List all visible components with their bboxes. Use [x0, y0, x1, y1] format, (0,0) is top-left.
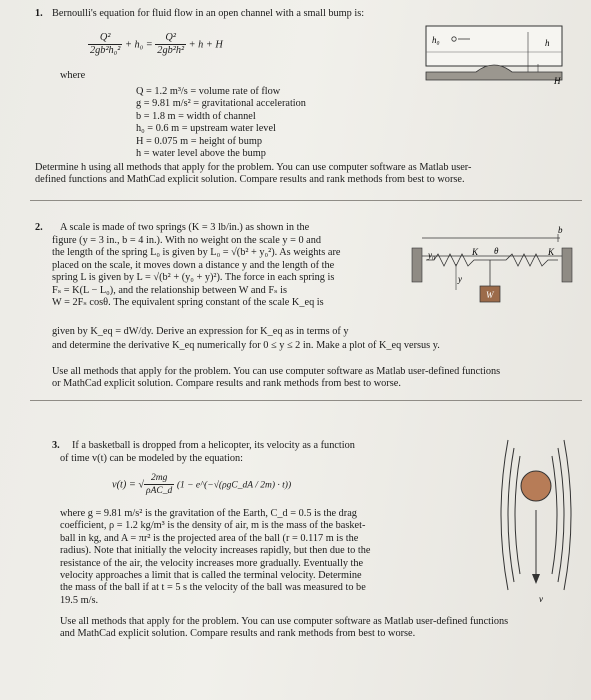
problem-1-number: 1.	[35, 8, 43, 19]
eq-lhs-numerator: Q²	[88, 32, 122, 45]
divider	[30, 400, 582, 401]
definition-item: h₀ = 0.6 m = upstream water level	[136, 123, 276, 135]
problem-3-task	[60, 616, 580, 641]
body-line: W = 2Fₛ cosθ. The equivalent spring constant of the scale K_eq is	[52, 297, 324, 309]
problem-3-intro: of time v(t) can be modeled by the equation:	[60, 453, 243, 464]
divider	[30, 200, 582, 201]
task-line: and MathCad explicit solution. Compare results and rank methods from best to worse.	[60, 628, 416, 640]
problem-3-number: 3.	[52, 440, 60, 451]
body-line: placed on the scale, it moves down a distance y and the length of the	[52, 259, 335, 271]
fig-label-y: y	[458, 274, 462, 284]
basketball-figure	[496, 420, 576, 610]
definition-item: H = 0.075 m = height of bump	[136, 135, 263, 147]
problem-1-title: Bernoulli's equation for fluid flow in an open channel with a small bump is:	[52, 8, 365, 19]
definition-item: g = 9.81 m/s² = gravitational acceleration	[136, 98, 306, 110]
problem-3-intro: If a basketball is dropped from a helicopter, its velocity as a function	[72, 440, 355, 451]
fig-label-h: h	[545, 38, 550, 48]
fig-label-K-left: K	[472, 247, 479, 257]
body-line: spring L is given by L = √(b² + (y₀ + y)²). The force in each spring is	[52, 272, 335, 284]
eq-sqrt-numerator: 2mg	[144, 472, 174, 485]
eq-rhs-numerator: Q²	[155, 32, 186, 45]
body-line: ball in kg, and A = πr² is the projected area of the ball (r = 0.117 m is the	[60, 532, 359, 544]
eq-v-lhs: v(t) =	[112, 479, 136, 491]
fig-label-b: b	[558, 225, 563, 235]
fig-label-W: W	[486, 290, 494, 300]
eq-rhs-denominator: 2gb²h²	[157, 45, 185, 57]
body-line: resistance of the air, the velocity increases more gradually. Eventually the	[60, 557, 364, 569]
eq-mid: + h₀ =	[124, 39, 153, 51]
problem-3-body	[60, 508, 440, 607]
task-line: defined functions and MathCad explicit solution. Compare results and rank methods from best to worse.	[35, 174, 465, 186]
problem-2-body	[60, 222, 405, 234]
bernoulli-equation	[88, 32, 223, 58]
problem-2-body-cont	[52, 235, 407, 309]
task-line: Use all methods that apply for the problem. You can use computer software as Matlab user-defined functions	[60, 616, 509, 627]
eq-lhs-denominator: 2gb²h₀²	[90, 45, 121, 57]
fig-label-K-right: K	[548, 247, 555, 257]
body-line: where g = 9.81 m/s² is the gravitation of the Earth, C_d = 0.5 is the drag	[60, 508, 357, 519]
problem-1-task	[35, 162, 575, 187]
body-line: Fₛ = K(L − L₀), and the relationship between W and Fₛ is	[52, 284, 287, 296]
where-label: where	[60, 70, 86, 81]
body-line: 19.5 m/s.	[60, 594, 99, 606]
fig-label-h0: h₀	[432, 35, 440, 45]
body-line: the mass of the ball if at t = 5 s the velocity of the ball was measured to be	[60, 582, 366, 594]
definition-item: b = 1.8 m = width of channel	[136, 110, 256, 122]
derivative-line: and determine the derivative K_eq numerically for 0 ≤ y ≤ 2 in. Make a plot of K_eq versus y.	[52, 340, 440, 351]
definition-list	[136, 86, 306, 160]
definition-item: Q = 1.2 m³/s = volume rate of flow	[136, 86, 281, 97]
body-line: the length of the spring L₀ is given by L₀ = √(b² + y₀²). As weights are	[52, 247, 341, 259]
body-line: coefficient, ρ = 1.2 kg/m³ is the density of air, m is the mass of the basket-	[60, 520, 366, 532]
spring-scale-figure	[408, 220, 576, 320]
body-line: A scale is made of two springs (K = 3 lb/in.) as shown in the	[60, 222, 310, 233]
channel-bump-figure	[418, 22, 570, 86]
body-line: figure (y = 3 in., b = 4 in.). With no weight on the scale y = 0 and	[52, 235, 322, 246]
fig-label-theta: θ	[494, 246, 499, 256]
fig-label-H: H	[554, 76, 561, 86]
problem-2-task	[52, 366, 582, 391]
problem-2-number: 2.	[35, 222, 43, 233]
task-line: Determine h using all methods that apply for the problem. You can use computer software as Matlab user-	[35, 162, 472, 173]
velocity-equation: v(t) = √ $\frac{2mg}{\text{ρAC\_d}}$ (1 − e^(−√(ρgC_dA / 2m) · t))	[112, 473, 292, 497]
fig-label-y0: y₀	[428, 250, 436, 260]
fig-label-v: v	[539, 594, 543, 604]
definition-item: h = water level above the bump	[136, 148, 266, 160]
given-keq-line: given by K_eq = dW/dy. Derive an expression for K_eq as in terms of y	[52, 326, 349, 337]
eq-sqrt-denominator: ρAC_d	[146, 486, 173, 497]
body-line: velocity approaches a limit that is called the terminal velocity. Determine	[60, 570, 362, 582]
task-line: or MathCad explicit solution. Compare results and rank methods from best to worse.	[52, 378, 401, 390]
eq-tail: + h + H	[188, 39, 223, 51]
task-line: Use all methods that apply for the problem. You can use computer software as Matlab user-defined functions	[52, 366, 501, 377]
body-line: radius). Note that initially the velocity increases rapidly, but then due to the	[60, 545, 371, 557]
eq-paren: (1 − e^(−√(ρgC_dA / 2m) · t))	[176, 480, 292, 491]
